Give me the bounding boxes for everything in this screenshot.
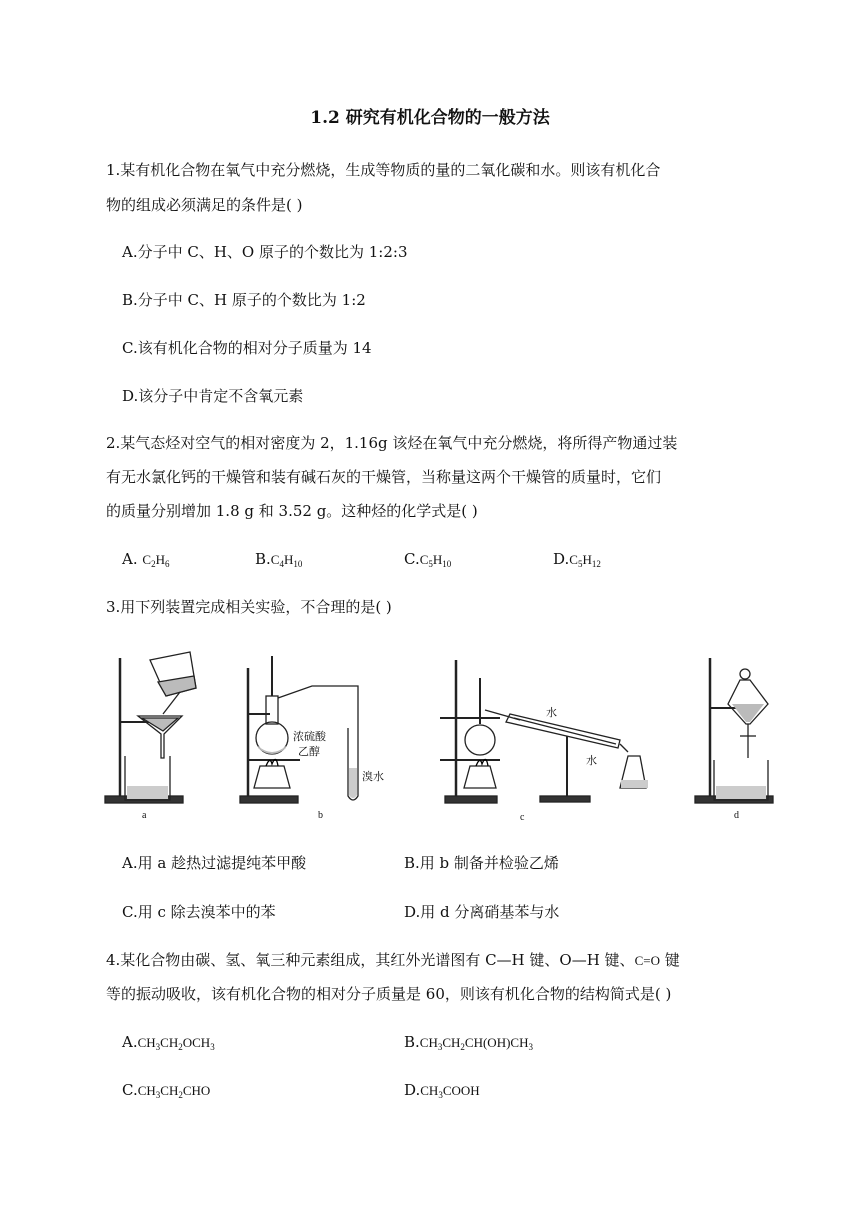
q2-option-c: $C.C_5H_{10}$ bbox=[404, 550, 452, 569]
q1-option-b: B.分子中 C、H 原子的个数比为 1:2 bbox=[122, 291, 366, 309]
q3-option-d: D.用 d 分离硝基苯与水 bbox=[404, 903, 560, 921]
c-label-water-out: 水 bbox=[586, 754, 597, 767]
apparatus-c-letter: c bbox=[520, 812, 525, 823]
q1-option-d: D.该分子中肯定不含氧元素 bbox=[122, 387, 304, 405]
q2-stem-line1: 2.某气态烃对空气的相对密度为 2，1.16g 该烃在氧气中充分燃烧，将所得产物通过装 bbox=[106, 434, 678, 452]
q1-option-c: C.该有机化合物的相对分子质量为 14 bbox=[122, 339, 372, 357]
page-title: 1.2 研究有机化合物的一般方法 bbox=[310, 108, 550, 128]
q1-stem-line1: 1.某有机化合物在氧气中充分燃烧，生成等物质的量的二氧化碳和水。则该有机化合 bbox=[106, 161, 661, 179]
b-label-ethanol: 乙醇 bbox=[298, 745, 320, 758]
q4-stem-line1: 4.某化合物由碳、氢、氧三种元素组成，其红外光谱图有 C—H 键、O—H 键、C=O 键 bbox=[106, 951, 680, 969]
q1-option-a: A.分子中 C、H、O 原子的个数比为 1:2:3 bbox=[122, 243, 408, 261]
q4-option-a: $A.CH_3CH_2OCH_3$ bbox=[122, 1033, 215, 1052]
q4-bond-co: C=O bbox=[634, 953, 660, 968]
apparatus-d-letter: d bbox=[734, 810, 739, 821]
apparatus-b-letter: b bbox=[318, 810, 323, 821]
q4-option-b: $B.CH_3CH_2CH(OH)CH_3$ bbox=[404, 1033, 533, 1052]
q1-stem-line2: 物的组成必须满足的条件是( ) bbox=[106, 196, 303, 214]
q2-stem-line3: 的质量分别增加 1.8 g 和 3.52 g。这种烃的化学式是( ) bbox=[106, 502, 478, 520]
q2-option-a: A. $C_2H_6$ bbox=[122, 550, 170, 569]
q4-stem-line2: 等的振动吸收，该有机化合物的相对分子质量是 60，则该有机化合物的结构简式是( ) bbox=[106, 985, 672, 1003]
apparatus-figure bbox=[100, 648, 790, 828]
apparatus-a-letter: a bbox=[142, 810, 147, 821]
q4-option-d: $D.CH_3COOH$ bbox=[404, 1081, 480, 1100]
q3-option-a: A.用 a 趁热过滤提纯苯甲酸 bbox=[122, 854, 307, 872]
apparatus-a-filtration bbox=[105, 652, 196, 821]
c-label-water-in: 水 bbox=[546, 706, 557, 719]
apparatus-b-ethylene bbox=[240, 656, 384, 821]
apparatus-d-separatory-funnel bbox=[695, 658, 773, 821]
b-label-bromine-water: 溴水 bbox=[362, 770, 384, 783]
b-label-sulfuric-acid: 浓硫酸 bbox=[293, 730, 326, 743]
q4-option-c: $C.CH_3CH_2CHO$ bbox=[122, 1081, 211, 1100]
q3-stem: 3.用下列装置完成相关实验，不合理的是( ) bbox=[106, 598, 392, 616]
q2-option-d: $D.C_5H_{12}$ bbox=[553, 550, 601, 569]
q3-option-b: B.用 b 制备并检验乙烯 bbox=[404, 854, 559, 872]
q2-option-b: $B.C_4H_{10}$ bbox=[255, 550, 303, 569]
q2-stem-line2: 有无水氯化钙的干燥管和装有碱石灰的干燥管，当称量这两个干燥管的质量时，它们 bbox=[106, 468, 662, 486]
q3-option-c: C.用 c 除去溴苯中的苯 bbox=[122, 903, 276, 921]
apparatus-c-distillation bbox=[440, 660, 648, 823]
